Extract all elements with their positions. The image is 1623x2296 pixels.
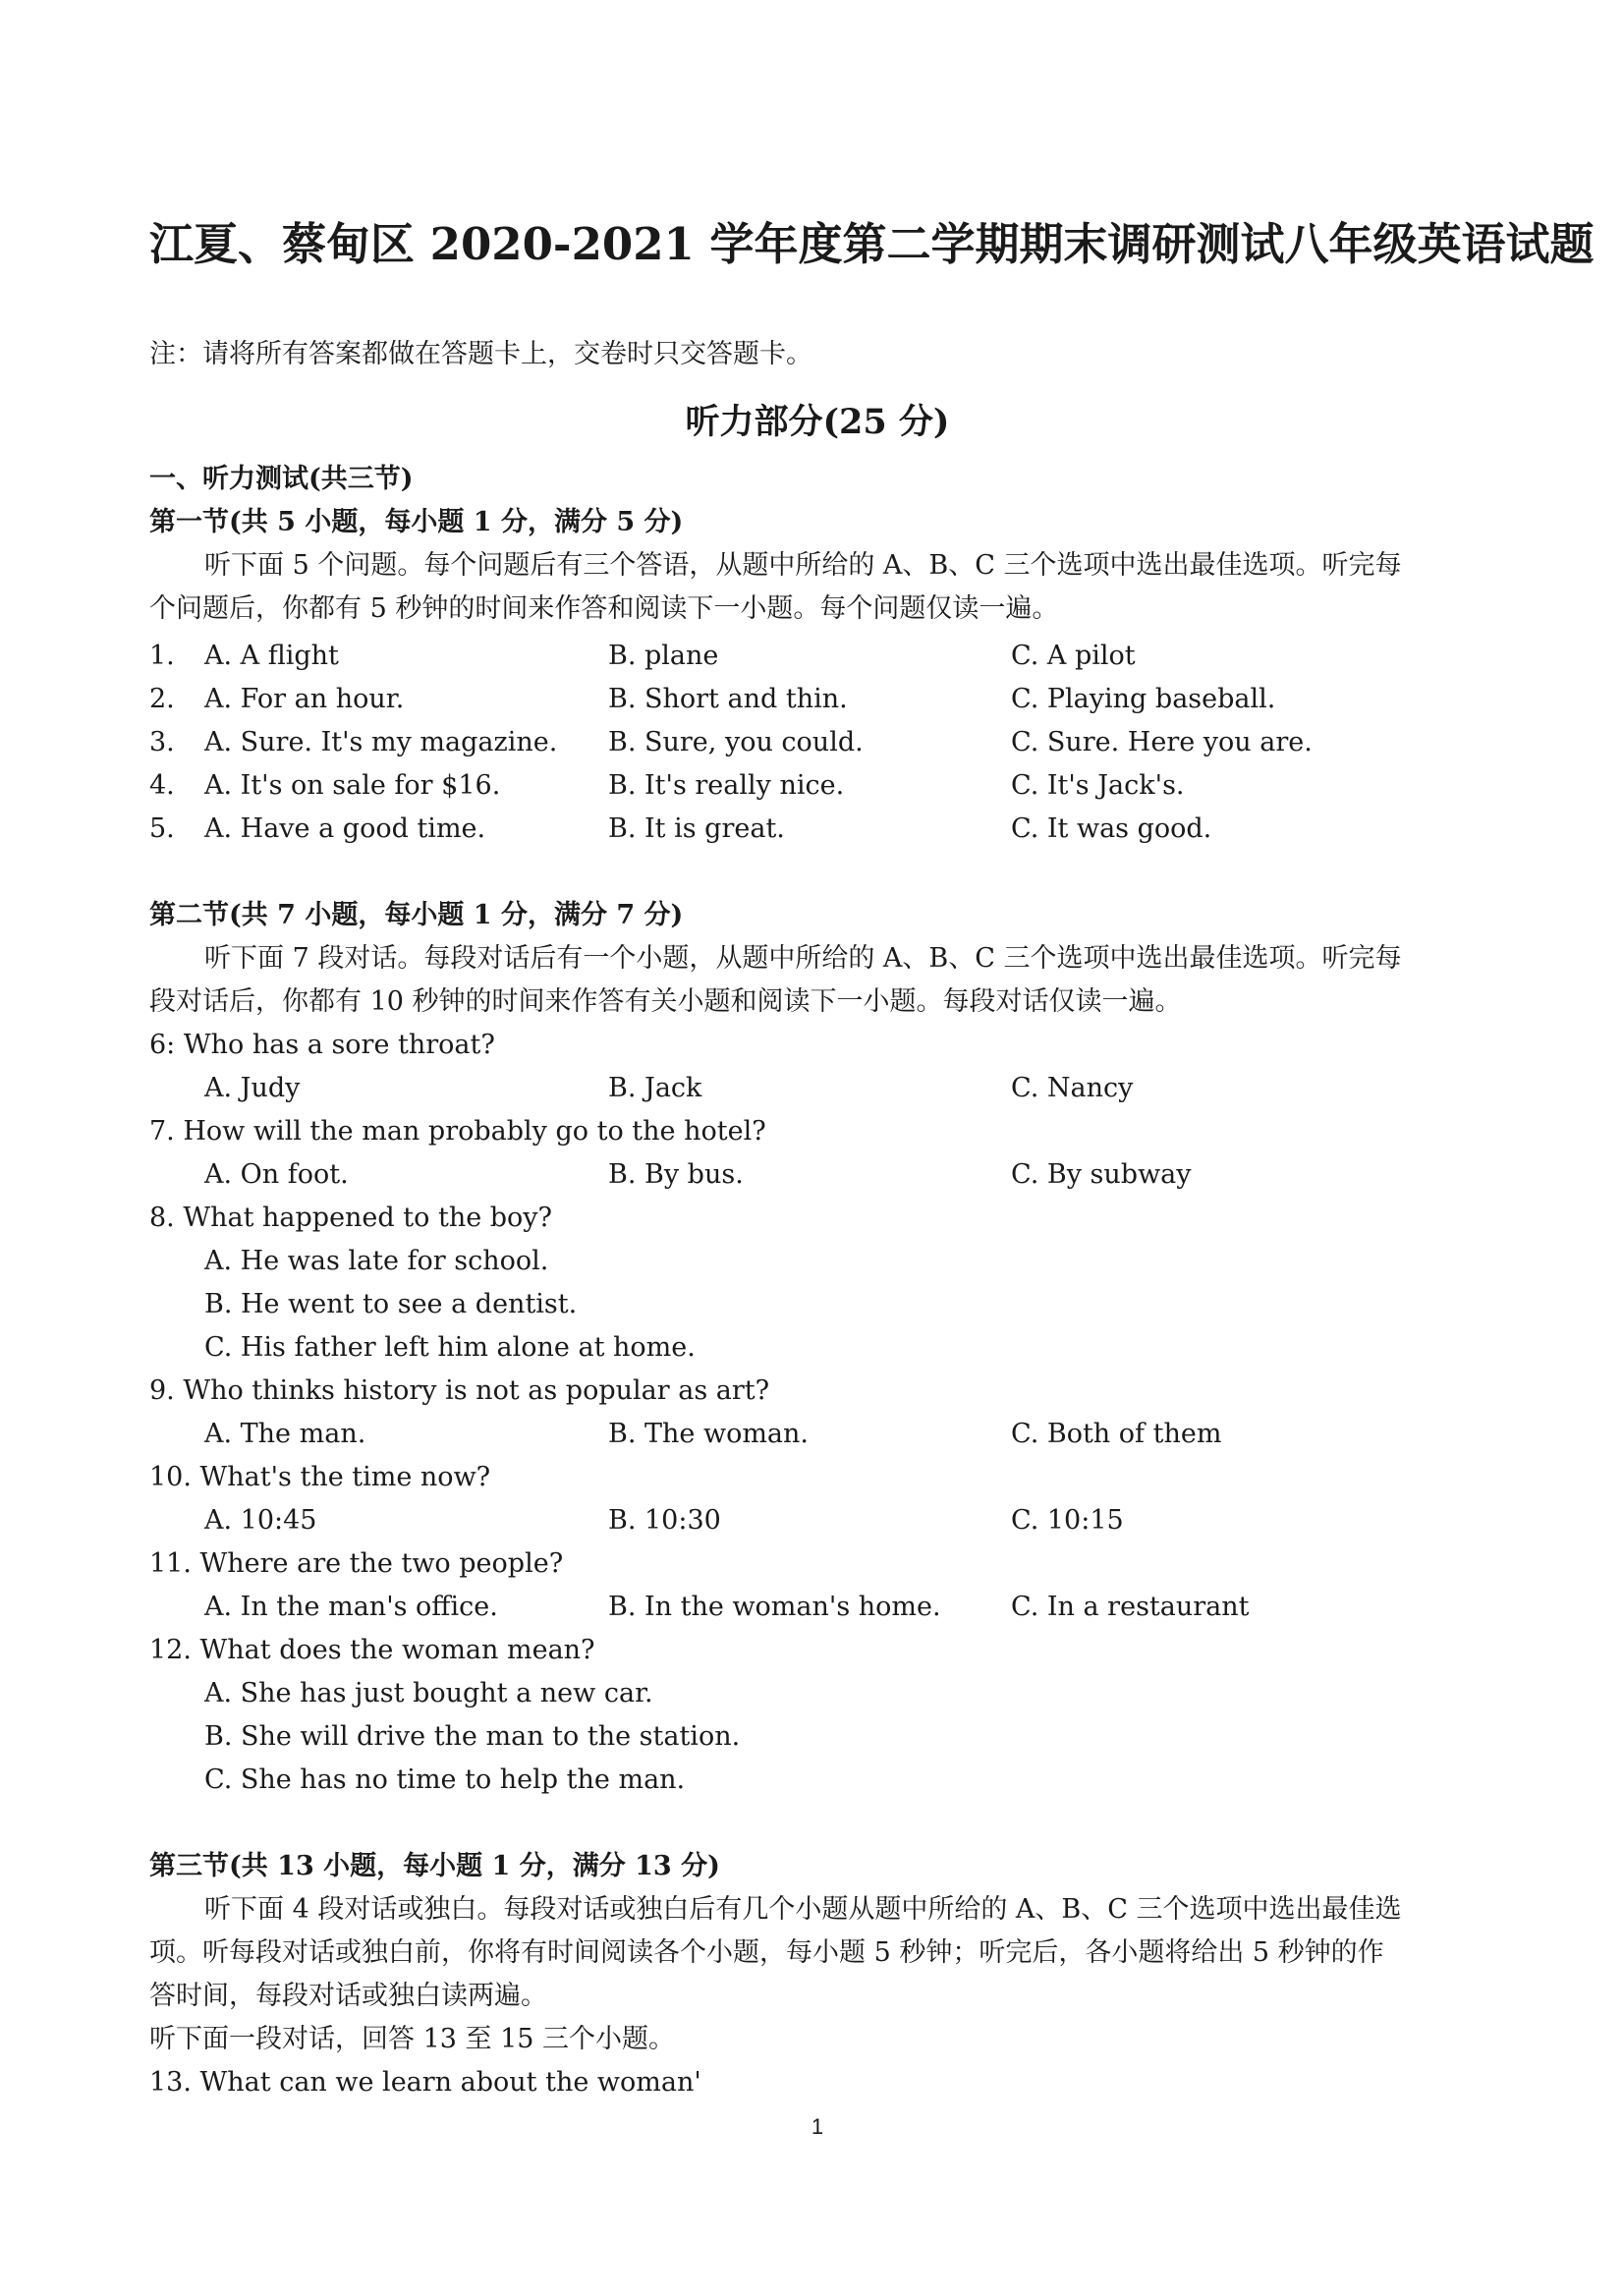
question-number: 4. [149,770,175,801]
option-b: B. In the woman's home. [608,1592,941,1622]
question-7: 7. How will the man probably go to the hotel? [149,1116,766,1147]
question-10: 10. What's the time now? [149,1462,491,1492]
option-b: B. Jack [608,1073,702,1103]
question-number: 2. [149,684,175,714]
option-a: A. She has just bought a new car. [204,1678,653,1708]
option-a: A. Judy [204,1073,301,1103]
section-heading: 一、听力测试(共三节) [149,464,414,494]
option-a: A. 10:45 [204,1505,317,1536]
question-3 [149,723,1485,762]
option-c: C. His father left him alone at home. [204,1332,696,1363]
option-b: B. 10:30 [608,1505,721,1536]
question-1 [149,637,1485,676]
sec3-instruction-2: 项。听每段对话或独白前，你将有时间阅读各个小题，每小题 5 秒钟；听完后，各小题将给出 5 秒钟的作 [149,1937,1384,1968]
question-9: 9. Who thinks history is not as popular as art? [149,1375,770,1406]
exam-page [149,0,1595,2296]
option-a: A. Sure. It's my magazine. [204,727,558,757]
sec1-heading: 第一节(共 5 小题，每小题 1 分，满分 5 分) [149,507,684,537]
option-a: A. On foot. [204,1159,349,1190]
question-7-options [149,1155,1485,1195]
option-b: B. plane [608,641,719,671]
question-number: 5. [149,813,175,844]
question-5 [149,810,1485,849]
option-a: A. A flight [204,641,339,671]
question-6-options [149,1069,1485,1108]
sec3-heading: 第三节(共 13 小题，每小题 1 分，满分 13 分) [149,1851,720,1881]
question-number: 1. [149,641,175,671]
question-10-options [149,1501,1485,1540]
sec2-instruction-1: 听下面 7 段对话。每段对话后有一个小题，从题中所给的 A、B、C 三个选项中选出最佳选项。听完每 [204,943,1402,974]
sec2-heading: 第二节(共 7 小题，每小题 1 分，满分 7 分) [149,900,684,930]
option-a: A. For an hour. [204,684,405,714]
option-a: A. The man. [204,1419,366,1449]
option-c: C. In a restaurant [1011,1592,1250,1622]
sec3-sub-instruction: 听下面一段对话，回答 13 至 15 三个小题。 [149,2024,676,2054]
option-c: C. Both of them [1011,1419,1222,1449]
sec2-instruction-2: 段对话后，你都有 10 秒钟的时间来作答有关小题和阅读下一小题。每段对话仅读一遍。 [149,986,1182,1017]
question-9-options [149,1415,1485,1454]
question-8: 8. What happened to the boy? [149,1203,553,1233]
sec1-instruction-2: 个问题后，你都有 5 秒钟的时间来作答和阅读下一小题。每个问题仅读一遍。 [149,593,1059,624]
option-c: C. A pilot [1011,641,1136,671]
option-c: C. 10:15 [1011,1505,1124,1536]
page-title: 江夏、蔡甸区 2020-2021 学年度第二学期期末调研测试八年级英语试题 [149,218,1595,270]
option-c: C. It was good. [1011,813,1212,844]
question-12: 12. What does the woman mean? [149,1635,595,1665]
option-b: B. She will drive the man to the station. [204,1721,741,1752]
question-6: 6: Who has a sore throat? [149,1030,495,1060]
question-number: 3. [149,727,175,757]
option-b: B. It is great. [608,813,785,844]
part-title: 听力部分(25 分) [685,402,950,442]
sec1-instruction-1: 听下面 5 个问题。每个问题后有三个答语，从题中所给的 A、B、C 三个选项中选出最佳选项。听完每 [204,550,1402,581]
question-2 [149,680,1485,719]
option-b: B. Sure, you could. [608,727,864,757]
question-4 [149,766,1485,806]
sec3-instruction-3: 答时间，每段对话或独白读两遍。 [149,1981,547,2011]
option-c: C. Sure. Here you are. [1011,727,1313,757]
option-a: A. He was late for school. [204,1246,549,1276]
option-b: B. The woman. [608,1419,810,1449]
option-c: C. Playing baseball. [1011,684,1276,714]
question-13: 13. What can we learn about the woman' [149,2067,701,2098]
option-c: C. Nancy [1011,1073,1134,1103]
question-11-options [149,1588,1485,1627]
option-c: C. By subway [1011,1159,1192,1190]
option-b: B. Short and thin. [608,684,848,714]
option-b: B. He went to see a dentist. [204,1289,578,1319]
option-a: A. In the man's office. [204,1592,498,1622]
option-b: B. It's really nice. [608,770,845,801]
exam-note: 注：请将所有答案都做在答题卡上，交卷时只交答题卡。 [149,339,812,369]
sec3-instruction-1: 听下面 4 段对话或独白。每段对话或独白后有几个小题从题中所给的 A、B、C 三个选项中选出最佳选 [204,1894,1402,1925]
option-c: C. She has no time to help the man. [204,1764,686,1795]
question-11: 11. Where are the two people? [149,1548,564,1579]
page-number: 1 [811,2114,824,2139]
option-a: A. Have a good time. [204,813,486,844]
option-b: B. By bus. [608,1159,744,1190]
option-c: C. It's Jack's. [1011,770,1185,801]
option-a: A. It's on sale for $16. [204,770,501,801]
